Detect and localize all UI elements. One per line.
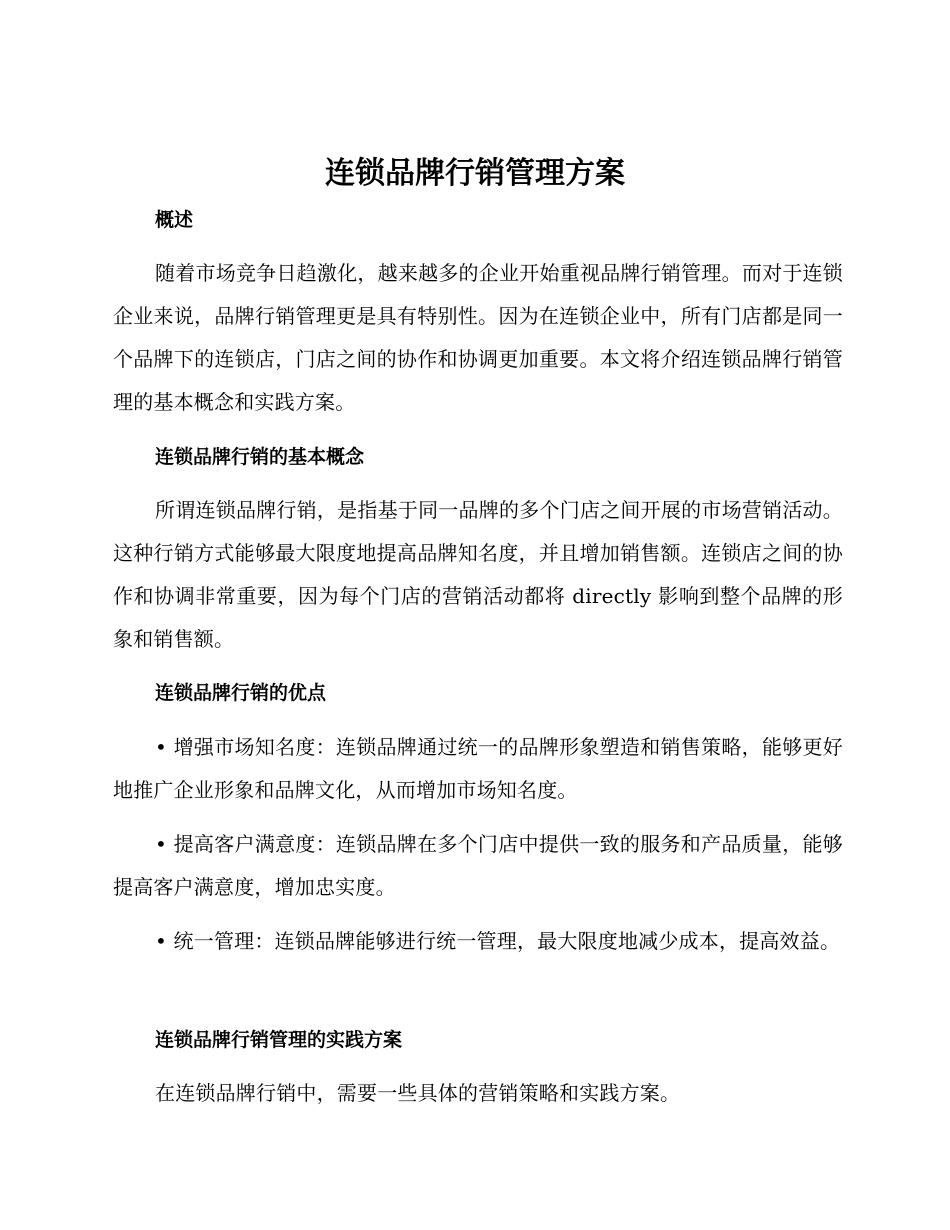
paragraph-basic-concept: 所谓连锁品牌行销，是指基于同一品牌的多个门店之间开展的市场营销活动。这种行销方式能够最大限度地提高品牌知名度，并且增加销售额。连锁店之间的协作和协调非常重要，因为每个门店的营销活动都将 directly 影响到整个品牌的形象和销售额。	[113, 498, 843, 651]
section-heading-advantages: 连锁品牌行销的优点	[155, 682, 327, 704]
bullet-customer-satisfaction: • 提高客户满意度：连锁品牌在多个门店中提供一致的服务和产品质量，能够提高客户满意度，增加忠实度。	[113, 832, 843, 899]
paragraph-overview: 随着市场竞争日趋激化，越来越多的企业开始重视品牌行销管理。而对于连锁企业来说，品牌行销管理更是具有特别性。因为在连锁企业中，所有门店都是同一个品牌下的连锁店，门店之间的协作和协调更加重要。本文将介绍连锁品牌行销管理的基本概念和实践方案。	[113, 261, 843, 414]
paragraph-practice-plan: 在连锁品牌行销中，需要一些具体的营销策略和实践方案。	[155, 1081, 681, 1105]
bullet-market-awareness: • 增强市场知名度：连锁品牌通过统一的品牌形象塑造和销售策略，能够更好地推广企业形象和品牌文化，从而增加市场知名度。	[113, 735, 843, 802]
section-heading-practice-plan: 连锁品牌行销管理的实践方案	[155, 1029, 403, 1051]
section-heading-basic-concept: 连锁品牌行销的基本概念	[155, 446, 365, 468]
bullet-unified-management: • 统一管理：连锁品牌能够进行统一管理，最大限度地减少成本，提高效益。	[155, 929, 841, 953]
section-heading-overview: 概述	[155, 209, 194, 231]
document-title: 连锁品牌行销管理方案	[325, 156, 625, 191]
